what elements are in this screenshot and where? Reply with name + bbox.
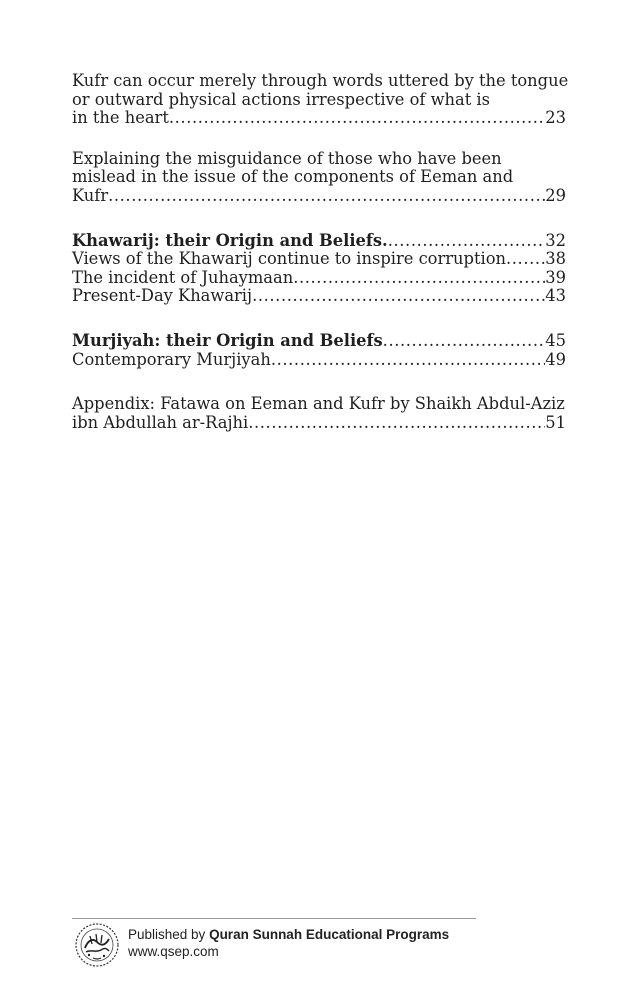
- toc-entry-last-line: [72, 187, 566, 206]
- footer-divider: [72, 918, 476, 919]
- page-number: 32: [545, 230, 566, 250]
- dot-leader: [108, 187, 545, 206]
- table-of-contents: [72, 71, 569, 432]
- toc-heading-text: Khawarij: their Origin and Beliefs.: [72, 230, 388, 250]
- toc-heading-khawarij[interactable]: [72, 232, 566, 251]
- dot-leader: [506, 250, 545, 269]
- page-number: 51: [545, 412, 566, 432]
- page-number: 39: [545, 267, 566, 287]
- toc-entry-text: The incident of Juhaymaan: [72, 267, 294, 287]
- dot-leader: [293, 269, 545, 288]
- toc-entry-line: Explaining the misguidance of those who have been: [72, 148, 502, 168]
- toc-entry-appendix[interactable]: [72, 395, 566, 432]
- toc-entry-line: or outward physical actions irrespective of what is: [72, 89, 490, 109]
- toc-entry-contemporary-murjiyah[interactable]: [72, 351, 566, 370]
- toc-entry-misguidance[interactable]: [72, 150, 566, 206]
- page-number: 38: [545, 249, 566, 269]
- toc-heading-murjiyah[interactable]: [72, 332, 566, 351]
- toc-heading-text: Murjiyah: their Origin and Beliefs: [72, 330, 383, 350]
- page-number: 49: [545, 349, 566, 369]
- toc-entry-text: Present-Day Khawarij: [72, 286, 253, 306]
- toc-entry-present-day-khawarij[interactable]: [72, 287, 566, 306]
- toc-entry-last-line: [72, 250, 566, 269]
- toc-entry-line: Appendix: Fatawa on Eeman and Kufr by Shaikh Abdul-Aziz: [72, 394, 565, 414]
- toc-entry-last-line: [72, 269, 566, 288]
- dot-leader: [271, 351, 545, 370]
- toc-entry-line: mislead in the issue of the components of Eeman and: [72, 167, 514, 187]
- dot-leader: [169, 109, 545, 128]
- toc-entry-text: in the heart: [72, 108, 169, 128]
- toc-entry-text: Contemporary Murjiyah: [72, 349, 271, 369]
- toc-entry-text: ibn Abdullah ar-Rajhi: [72, 412, 249, 432]
- toc-entry-last-line: [72, 232, 566, 251]
- toc-entry-line: Kufr can occur merely through words uttered by the tongue: [72, 71, 569, 90]
- toc-entry-juhaymaan[interactable]: [72, 269, 566, 288]
- dot-leader: [383, 332, 546, 351]
- toc-entry-last-line: [72, 109, 566, 128]
- toc-entry-last-line: [72, 414, 566, 433]
- page-number: 43: [545, 286, 566, 306]
- toc-entry-khawarij-views[interactable]: [72, 250, 566, 269]
- dot-leader: [248, 414, 545, 433]
- page-number: 29: [545, 185, 566, 205]
- published-by-line: [128, 926, 449, 943]
- toc-entry-last-line: [72, 287, 566, 306]
- published-by-label: Published by: [128, 927, 210, 942]
- toc-entry-text: Views of the Khawarij continue to inspire corruption: [72, 249, 506, 269]
- publisher-website[interactable]: www.qsep.com: [128, 944, 219, 959]
- toc-entry-last-line: [72, 332, 566, 351]
- publisher-name: Quran Sunnah Educational Programs: [209, 927, 450, 942]
- dot-leader: [252, 287, 545, 306]
- dot-leader: [388, 232, 546, 251]
- toc-entry-text: Kufr: [72, 185, 109, 205]
- toc-entry-last-line: [72, 351, 566, 370]
- page-number: 45: [545, 330, 566, 350]
- calligraphy-emblem-icon: [74, 922, 120, 968]
- toc-entry-kufr-words[interactable]: [72, 71, 569, 128]
- page-number: 23: [545, 108, 566, 128]
- footer-publisher-info: [128, 926, 449, 960]
